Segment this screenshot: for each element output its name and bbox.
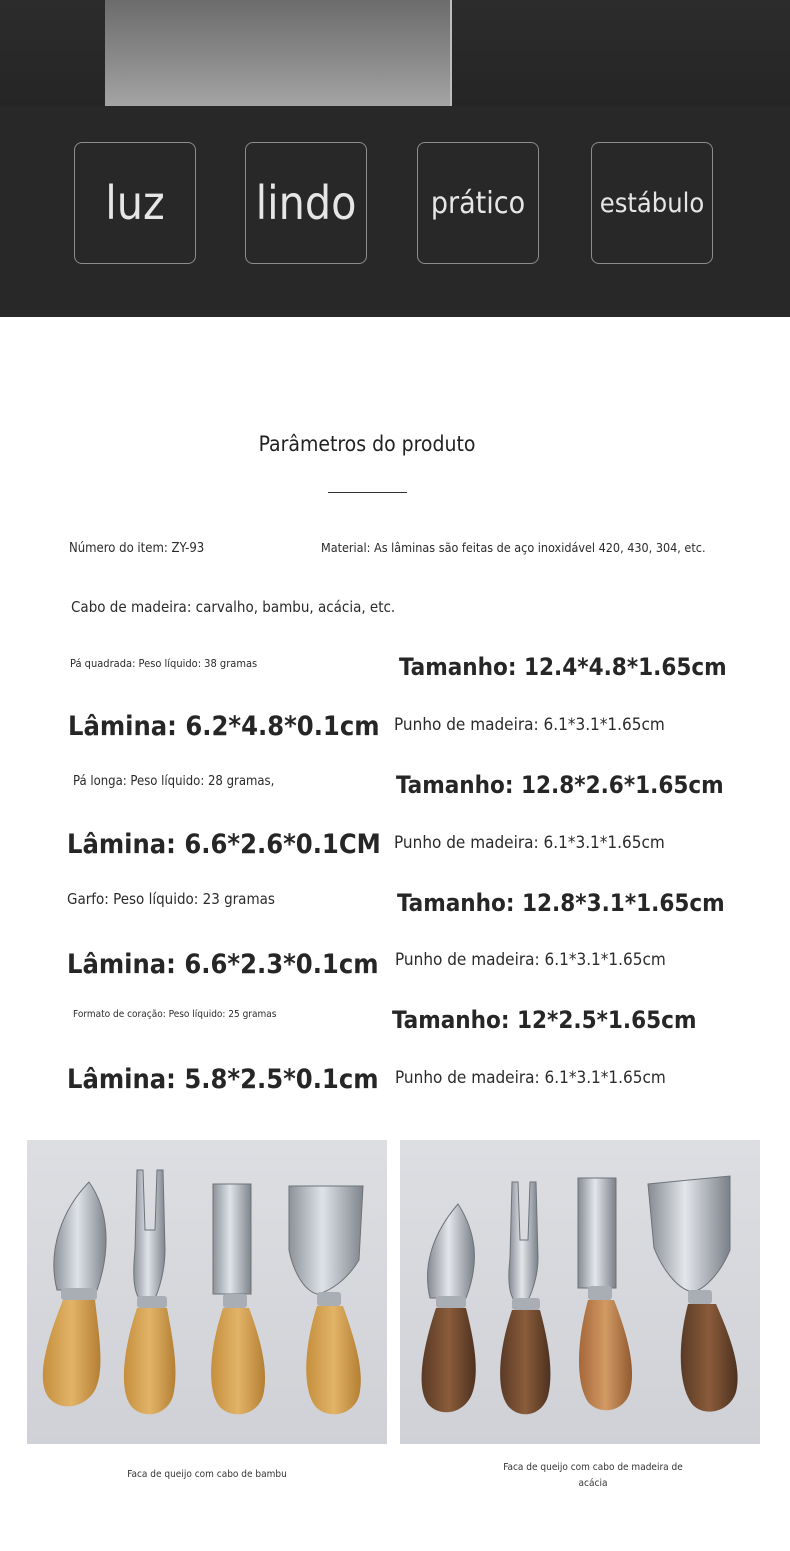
fork-blade: Lâmina: 6.6*2.3*0.1cm	[67, 949, 379, 980]
bamboo-set-photo	[27, 1140, 387, 1444]
title-divider	[328, 492, 407, 493]
wood-handle: Cabo de madeira: carvalho, bambu, acácia, etc.	[71, 598, 396, 616]
section-title: Parâmetros do produto	[258, 432, 476, 456]
long-shovel-handle: Punho de madeira: 6.1*3.1*1.65cm	[394, 833, 665, 853]
top-product-photo	[0, 0, 790, 106]
square-shovel-handle: Punho de madeira: 6.1*3.1*1.65cm	[394, 715, 665, 735]
heart-size: Tamanho: 12*2.5*1.65cm	[392, 1006, 697, 1034]
long-shovel-blade: Lâmina: 6.6*2.6*0.1CM	[67, 829, 381, 860]
square-shovel-size: Tamanho: 12.4*4.8*1.65cm	[399, 653, 727, 681]
long-shovel-weight: Pá longa: Peso líquido: 28 gramas,	[73, 774, 275, 789]
material: Material: As lâminas são feitas de aço inoxidável 420, 430, 304, etc.	[321, 540, 706, 555]
feature-beautiful-label: lindo	[255, 176, 357, 230]
feature-beautiful	[245, 142, 367, 264]
blade-closeup-image	[105, 0, 452, 106]
feature-stable-label: estábulo	[599, 187, 705, 219]
heart-handle: Punho de madeira: 6.1*3.1*1.65cm	[395, 1068, 666, 1088]
fork-handle: Punho de madeira: 6.1*3.1*1.65cm	[395, 950, 666, 970]
long-shovel-size: Tamanho: 12.8*2.6*1.65cm	[396, 771, 724, 799]
square-shovel-blade: Lâmina: 6.2*4.8*0.1cm	[68, 711, 380, 742]
heart-blade: Lâmina: 5.8*2.5*0.1cm	[67, 1064, 379, 1095]
acacia-knives-illustration	[400, 1140, 760, 1444]
acacia-set-photo	[400, 1140, 760, 1444]
fork-size: Tamanho: 12.8*3.1*1.65cm	[397, 889, 725, 917]
acacia-caption: Faca de queijo com cabo de madeira de acácia	[503, 1462, 683, 1489]
bamboo-knives-illustration	[27, 1140, 387, 1444]
feature-light-label: luz	[105, 176, 165, 230]
feature-band	[0, 106, 790, 317]
square-shovel-weight: Pá quadrada: Peso líquido: 38 gramas	[70, 657, 258, 670]
item-number: Número do item: ZY-93	[69, 541, 205, 556]
fork-weight: Garfo: Peso líquido: 23 gramas	[67, 890, 275, 908]
feature-stable	[591, 142, 713, 264]
heart-weight: Formato de coração: Peso líquido: 25 gramas	[73, 1009, 277, 1020]
bamboo-caption: Faca de queijo com cabo de bambu	[127, 1469, 287, 1480]
feature-practical	[417, 142, 539, 264]
feature-light	[74, 142, 196, 264]
feature-practical-label: prático	[430, 185, 526, 221]
